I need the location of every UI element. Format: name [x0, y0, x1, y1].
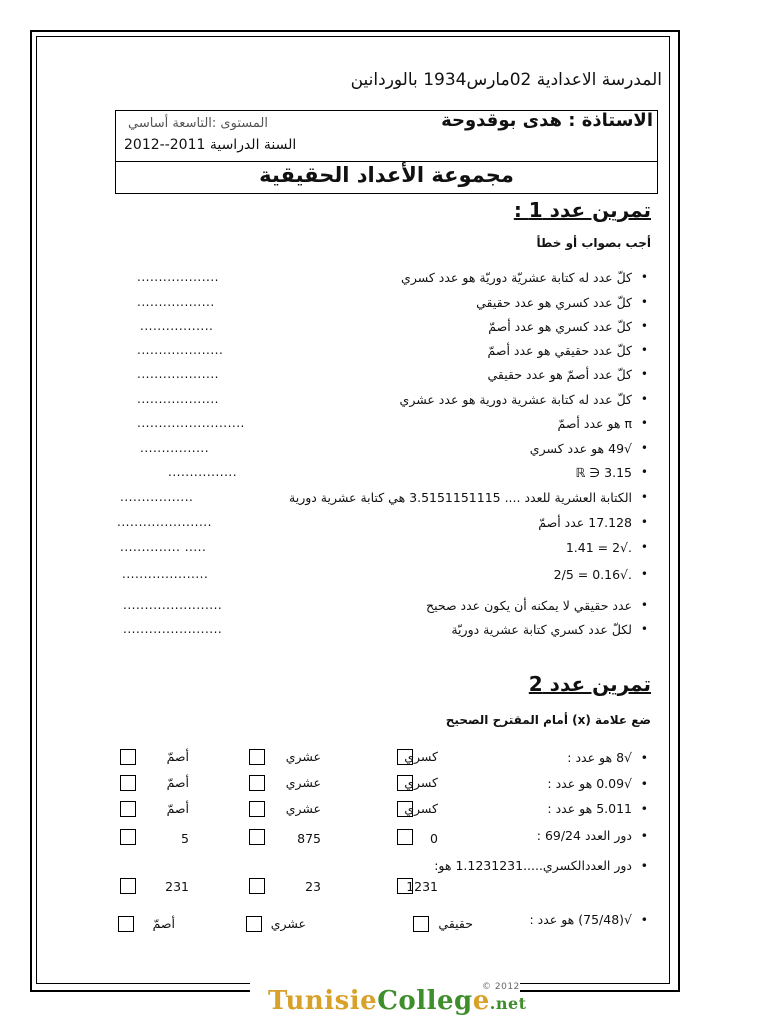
teacher-name: الاستاذة : هدى بوقدوحة: [441, 110, 653, 131]
answer-checkbox[interactable]: [246, 916, 262, 932]
exercise1-statement: .√2 = 1.41: [565, 540, 632, 555]
answer-blank[interactable]: ..................: [137, 295, 215, 309]
answer-blank[interactable]: .........................: [137, 416, 245, 430]
logo-text-1: Tunisie: [268, 986, 378, 1016]
exercise1-statement: لكلّ عدد كسري كتابة عشرية دوريّة: [451, 622, 632, 637]
logo-net: .net: [489, 994, 527, 1013]
exercise2-question-text: 5.011 هو عدد :: [547, 801, 632, 816]
exercise1-item: [451, 622, 648, 637]
bullet-icon: •: [640, 392, 648, 406]
answer-blank[interactable]: ...................: [137, 367, 219, 381]
bullet-icon: •: [640, 912, 648, 927]
option-label: عشري: [285, 749, 321, 764]
option-label: أصمّ: [152, 916, 175, 931]
exercise1-item: [487, 367, 648, 382]
bullet-icon: •: [640, 598, 648, 612]
exercise1-item: [399, 392, 648, 407]
bullet-icon: •: [640, 540, 648, 554]
exercise1-item: [538, 515, 648, 530]
option-label: 0: [430, 831, 438, 846]
bullet-icon: •: [640, 801, 648, 816]
answer-checkbox[interactable]: [397, 829, 413, 845]
bullet-icon: •: [640, 367, 648, 381]
document-title: مجموعة الأعداد الحقيقية: [259, 163, 514, 187]
exercise2-question-text: دور العدد 69/24 :: [536, 828, 632, 843]
exercise2-question: [529, 912, 648, 927]
exercise2-question: [536, 828, 648, 843]
bullet-icon: •: [640, 776, 648, 791]
answer-blank[interactable]: ....................: [122, 567, 209, 581]
bullet-icon: •: [640, 515, 648, 529]
exercise1-statement: عدد حقيقي لا يمكنه أن يكون عدد صحيح: [426, 598, 632, 613]
answer-checkbox[interactable]: [413, 916, 429, 932]
exercise1-statement: كلّ عدد كسري هو عدد أصمّ: [488, 319, 632, 334]
answer-blank[interactable]: .......................: [123, 598, 223, 612]
answer-blank[interactable]: .................: [140, 319, 214, 333]
exercise1-item: [488, 319, 648, 334]
exercise1-statement: الكتابة العشرية للعدد .... 3.5151151115 هي كتابة عشرية دورية: [289, 490, 632, 505]
logo-text-3: e: [472, 986, 490, 1016]
answer-blank[interactable]: ...................: [137, 270, 219, 284]
answer-blank[interactable]: .............. .....: [120, 540, 207, 554]
answer-blank[interactable]: ................: [140, 441, 210, 455]
option-label: 231: [165, 879, 189, 894]
logo-text-2: Colleg: [377, 986, 473, 1016]
exercise1-item: [565, 540, 648, 555]
exercise1-statement: .√0.16 = 2/5: [553, 567, 632, 582]
answer-blank[interactable]: ......................: [117, 515, 212, 529]
exercise2-question: [567, 750, 648, 765]
exercise2-question: [434, 858, 648, 873]
answer-checkbox[interactable]: [120, 801, 136, 817]
bullet-icon: •: [640, 270, 648, 284]
bullet-icon: •: [640, 416, 648, 430]
bullet-icon: •: [640, 295, 648, 309]
bullet-icon: •: [640, 490, 648, 504]
option-label: أصمّ: [166, 749, 189, 764]
exercise1-item: [553, 567, 648, 582]
bullet-icon: •: [640, 828, 648, 843]
option-label: أصمّ: [166, 775, 189, 790]
tunisiecollege-logo: [268, 982, 527, 1016]
option-label: عشري: [285, 801, 321, 816]
answer-blank[interactable]: ...................: [137, 392, 219, 406]
exercise1-statement: 3.15 ∈ ℝ: [575, 465, 632, 480]
exercise1-instruction: أجب بصواب أو خطأ: [536, 236, 651, 250]
answer-checkbox[interactable]: [249, 801, 265, 817]
header-divider: [116, 161, 657, 162]
bullet-icon: •: [640, 441, 648, 455]
answer-blank[interactable]: .......................: [123, 622, 223, 636]
option-label: عشري: [285, 775, 321, 790]
exercise1-item: [487, 343, 648, 358]
bullet-icon: •: [640, 319, 648, 333]
option-label: أصمّ: [166, 801, 189, 816]
option-label: 5: [181, 831, 189, 846]
header-box: [115, 110, 658, 194]
option-label: 23: [305, 879, 321, 894]
bullet-icon: •: [640, 750, 648, 765]
option-label: 875: [297, 831, 321, 846]
answer-checkbox[interactable]: [118, 916, 134, 932]
exercise1-item: [529, 441, 648, 456]
bullet-icon: •: [640, 343, 648, 357]
bullet-icon: •: [640, 465, 648, 479]
exercise2-instruction: ضع علامة (x) أمام المقترح الصحيح: [445, 713, 651, 727]
option-label: كسري: [404, 801, 438, 816]
exercise1-item: [575, 465, 648, 480]
exercise1-item: [476, 295, 648, 310]
exercise1-statement: كلّ عدد له كتابة عشريّة دوريّة هو عدد كسري: [401, 270, 632, 285]
level-label: المستوى :التاسعة أساسي: [128, 116, 268, 131]
exercise2-question-text: √0.09 هو عدد :: [547, 776, 632, 791]
answer-checkbox[interactable]: [249, 749, 265, 765]
exercise2-question-text: دور العددالكسري.....1.1231231 هو:: [434, 858, 632, 873]
exercise1-statement: كلّ عدد أصمّ هو عدد حقيقي: [487, 367, 632, 382]
bullet-icon: •: [640, 858, 648, 873]
answer-blank[interactable]: ....................: [137, 343, 224, 357]
exercise2-question: [547, 776, 648, 791]
answer-blank[interactable]: ................: [168, 465, 238, 479]
bullet-icon: •: [640, 622, 648, 636]
option-label: كسري: [404, 775, 438, 790]
logo-copyright: © 2012: [482, 982, 520, 992]
exercise1-item: [401, 270, 648, 285]
exercise1-statement: كلّ عدد حقيقي هو عدد أصمّ: [487, 343, 632, 358]
answer-checkbox[interactable]: [120, 749, 136, 765]
option-label: عشري: [270, 916, 306, 931]
option-label: 1231: [406, 879, 438, 894]
answer-checkbox[interactable]: [120, 829, 136, 845]
school-year: السنة الدراسية 2011--2012: [124, 137, 297, 153]
exercise1-title: تمرين عدد 1 :: [513, 198, 651, 222]
answer-checkbox[interactable]: [120, 878, 136, 894]
answer-checkbox[interactable]: [249, 878, 265, 894]
option-label: كسري: [404, 749, 438, 764]
exercise1-item: [426, 598, 648, 613]
exercise1-statement: كلّ عدد كسري هو عدد حقيقي: [476, 295, 632, 310]
exercise1-statement: √49 هو عدد كسري: [529, 441, 632, 456]
exercise2-question-text: √8 هو عدد :: [567, 750, 632, 765]
answer-checkbox[interactable]: [249, 775, 265, 791]
exercise2-question: [547, 801, 648, 816]
exercise2-question-text: √(75/48) هو عدد :: [529, 912, 632, 927]
bullet-icon: •: [640, 567, 648, 581]
exercise1-item: [557, 416, 648, 431]
answer-checkbox[interactable]: [120, 775, 136, 791]
exercise1-statement: كلّ عدد له كتابة عشرية دورية هو عدد عشري: [399, 392, 632, 407]
exercise1-item: [289, 490, 648, 505]
exercise1-statement: π هو عدد أصمّ: [557, 416, 632, 431]
answer-blank[interactable]: .................: [120, 490, 194, 504]
option-label: حقيقي: [438, 916, 473, 931]
exercise2-title: تمرين عدد 2: [528, 672, 651, 696]
school-name: المدرسة الاعدادية 02مارس1934 بالوردانين: [350, 70, 662, 90]
exercise1-statement: 17.128 عدد أصمّ: [538, 515, 632, 530]
answer-checkbox[interactable]: [249, 829, 265, 845]
